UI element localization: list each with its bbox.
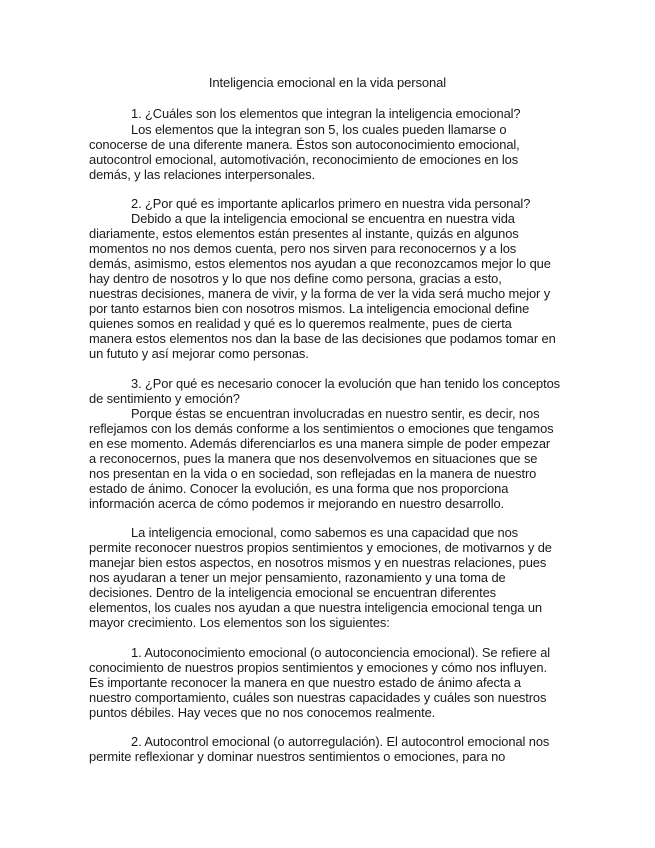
intro-paragraph-line: permite reconocer nuestros propios sentimientos y emociones, de motivarnos y de	[89, 540, 552, 555]
intro-paragraph-line: decisiones. Dentro de la inteligencia emocional se encuentran diferentes	[89, 585, 496, 600]
answer-2-line: un fututo y así mejorar como personas.	[89, 346, 309, 361]
answer-2-line: diariamente, estos elementos están presentes al instante, quizás en algunos	[89, 226, 519, 241]
answer-3-line: en ese momento. Además diferenciarlos es una manera simple de poder empezar	[89, 436, 551, 451]
intro-paragraph-line: manejar bien estos aspectos, en nosotros mismos y en nuestras relaciones, pues	[89, 555, 547, 570]
question-3: 3. ¿Por qué es necesario conocer la evolución que han tenido los conceptos	[131, 376, 561, 391]
answer-2-line: quienes somos en realidad y qué es lo queremos realmente, pues de cierta	[89, 316, 512, 331]
answer-2-line: por tanto estarnos bien con nosotros mismos. La inteligencia emocional define	[89, 301, 530, 316]
document-title: Inteligencia emocional en la vida personal	[208, 75, 447, 90]
intro-paragraph-line: mayor crecimiento. Los elementos son los siguientes:	[89, 615, 390, 630]
answer-2-line: demás, asimismo, estos elementos nos ayudan a que reconozcamos mejor lo que	[89, 256, 551, 271]
element-1-line: Es importante reconocer la manera en que nuestro estado de ánimo afecta a	[89, 675, 521, 690]
intro-paragraph-line: La inteligencia emocional, como sabemos es una capacidad que nos	[131, 525, 519, 540]
element-1-line: conocimiento de nuestros propios sentimientos y emociones y cómo nos influyen.	[89, 660, 547, 675]
question-3-line: de sentimiento y emoción?	[89, 391, 240, 406]
answer-2-line: momentos no nos demos cuenta, pero nos sirven para reconocernos y a los	[89, 241, 517, 256]
element-1-line: puntos débiles. Hay veces que no nos conocemos realmente.	[89, 705, 436, 720]
answer-1-line: demás, y las relaciones interpersonales.	[89, 167, 315, 182]
answer-3-line: estado de ánimo. Conocer la evolución, es una forma que nos proporciona	[89, 481, 509, 496]
element-1-line: nuestro comportamiento, cuáles son nuestras capacidades y cuáles son nuestros	[89, 690, 547, 705]
answer-2-line: Debido a que la inteligencia emocional se encuentra en nuestra vida	[131, 211, 515, 226]
answer-3-line: información acerca de cómo podemos ir mejorando en nuestro desarrollo.	[89, 496, 505, 511]
intro-paragraph-line: nos ayudaran a tener un mejor pensamiento, razonamiento y una toma de	[89, 570, 506, 585]
answer-1-line: conocerse de una diferente manera. Éstos son autoconocimiento emocional,	[89, 137, 520, 152]
answer-2-line: nuestras decisiones, manera de vivir, y la forma de ver la vida será mucho mejor y	[89, 286, 551, 301]
intro-paragraph-line: elementos, los cuales nos ayudan a que nuestra inteligencia emocional tenga un	[89, 600, 542, 615]
answer-3-line: Porque éstas se encuentran involucradas en nuestro sentir, es decir, nos	[131, 406, 540, 421]
answer-1-line: Los elementos que la integran son 5, los cuales pueden llamarse o	[131, 122, 507, 137]
answer-3-line: a reconocernos, pues la manera que nos desenvolvemos en situaciones que se	[89, 451, 538, 466]
answer-1-line: autocontrol emocional, automotivación, reconocimiento de emociones en los	[89, 152, 519, 167]
answer-2-line: manera estos elementos nos dan la base de las decisiones que podamos tomar en	[89, 331, 556, 346]
answer-3-line: nos presentan en la vida o en sociedad, son reflejadas en la manera de nuestro	[89, 466, 537, 481]
answer-3-line: reflejamos con los demás conforme a los sentimientos o emociones que tengamos	[89, 421, 554, 436]
answer-2-line: hay dentro de nosotros y lo que nos define como persona, gracias a esto,	[89, 271, 502, 286]
question-2: 2. ¿Por qué es importante aplicarlos primero en nuestra vida personal?	[131, 196, 531, 211]
question-1: 1. ¿Cuáles son los elementos que integran la inteligencia emocional?	[131, 106, 521, 121]
element-2-line: permite reflexionar y dominar nuestros sentimientos o emociones, para no	[89, 749, 506, 764]
element-1-line: 1. Autoconocimiento emocional (o autoconciencia emocional). Se refiere al	[131, 645, 551, 660]
element-2-line: 2. Autocontrol emocional (o autorregulación). El autocontrol emocional nos	[131, 734, 550, 749]
